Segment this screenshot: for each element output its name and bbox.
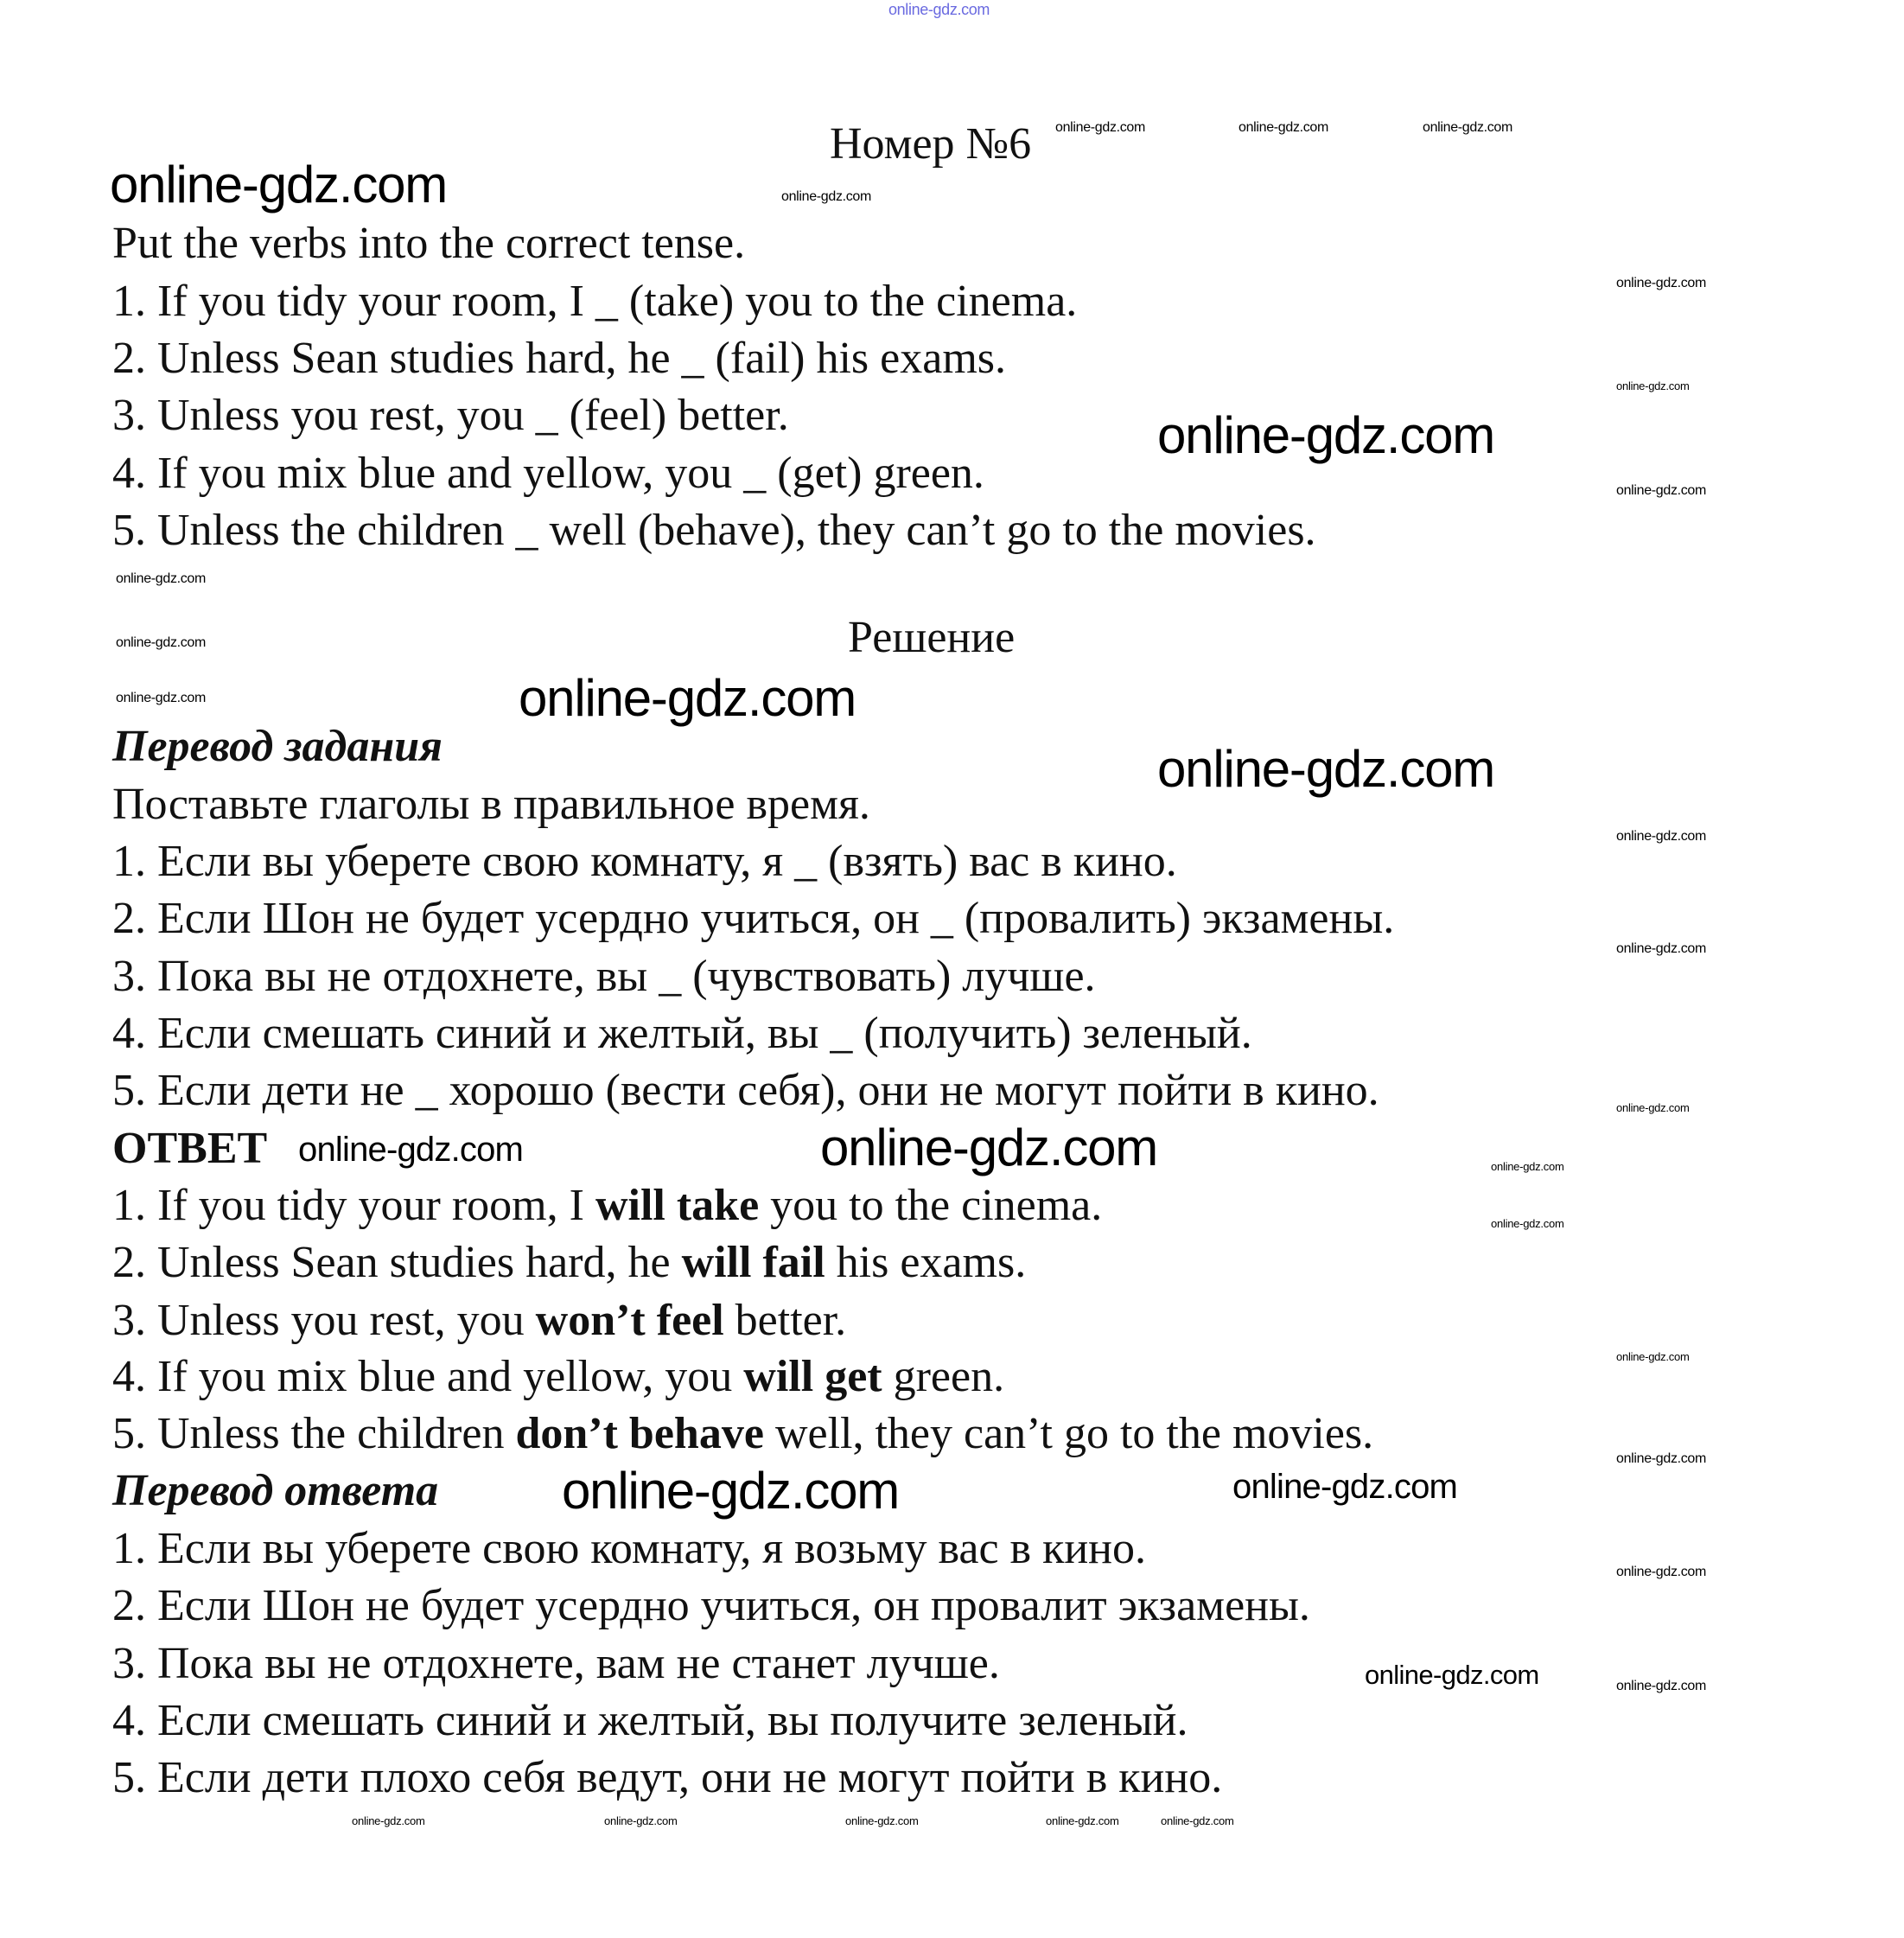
answer-verb: will fail xyxy=(681,1238,825,1287)
watermark: online-gdz.com xyxy=(781,189,872,204)
task-translation-item: 5. Если дети не _ хорошо (вести себя), они не могут пойти в кино. xyxy=(112,1066,1379,1115)
watermark: online-gdz.com xyxy=(1616,379,1690,392)
task-translation-item: 1. Если вы уберете свою комнату, я _ (взять) вас в кино. xyxy=(112,837,1177,886)
watermark: online-gdz.com xyxy=(820,1119,1158,1176)
watermark: online-gdz.com xyxy=(1232,1468,1458,1506)
watermark: online-gdz.com xyxy=(116,691,207,705)
task-translation-item: 3. Пока вы не отдохнете, вы _ (чувствовать) лучше. xyxy=(112,952,1096,1001)
answer-heading: ОТВЕТ xyxy=(112,1124,268,1173)
watermark: online-gdz.com xyxy=(1616,483,1707,498)
answer-text: 5. Unless the children xyxy=(112,1409,516,1458)
answer-translation-heading: Перевод ответа xyxy=(112,1466,439,1515)
watermark: online-gdz.com xyxy=(1616,941,1707,956)
watermark: online-gdz.com xyxy=(116,635,207,650)
answer-verb: won’t feel xyxy=(535,1296,724,1345)
answer-translation-item: 4. Если смешать синий и желтый, вы получите зеленый. xyxy=(112,1696,1188,1745)
task-item: 5. Unless the children _ well (behave), they can’t go to the movies. xyxy=(112,506,1316,555)
answer-text: his exams. xyxy=(825,1238,1027,1287)
answer-verb: will take xyxy=(595,1181,760,1230)
answer-translation-item: 5. Если дети плохо себя ведут, они не могут пойти в кино. xyxy=(112,1753,1223,1802)
answer-translation-item: 3. Пока вы не отдохнете, вам не станет лучше. xyxy=(112,1639,1000,1688)
watermark: online-gdz.com xyxy=(1423,120,1513,135)
answer-item xyxy=(112,1233,1026,1293)
watermark: online-gdz.com xyxy=(298,1131,524,1169)
answer-text: better. xyxy=(723,1296,847,1345)
answer-verb: don’t behave xyxy=(515,1409,764,1458)
watermark: online-gdz.com xyxy=(1616,829,1707,844)
answer-translation-item: 2. Если Шон не будет усердно учиться, он провалит экзамены. xyxy=(112,1581,1310,1630)
answer-text: 4. If you mix blue and yellow, you xyxy=(112,1352,744,1401)
answer-item xyxy=(112,1404,1373,1464)
task-translation-heading: Перевод задания xyxy=(112,722,443,771)
watermark: online-gdz.com xyxy=(1616,1350,1690,1363)
watermark: online-gdz.com xyxy=(116,571,207,586)
answer-verb: will get xyxy=(743,1352,882,1401)
watermark: online-gdz.com xyxy=(1157,406,1495,464)
answer-text: 2. Unless Sean studies hard, he xyxy=(112,1238,682,1287)
task-item: 1. If you tidy your room, I _ (take) you to the cinema. xyxy=(112,277,1078,326)
task-item: 3. Unless you rest, you _ (feel) better. xyxy=(112,391,789,440)
watermark: online-gdz.com xyxy=(1046,1814,1119,1827)
answer-text: well, they can’t go to the movies. xyxy=(763,1409,1374,1458)
task-item: 2. Unless Sean studies hard, he _ (fail) his exams. xyxy=(112,334,1007,383)
watermark: online-gdz.com xyxy=(1616,1451,1707,1466)
watermark: online-gdz.com xyxy=(352,1814,425,1827)
answer-translation-item: 1. Если вы уберете свою комнату, я возьму вас в кино. xyxy=(112,1524,1146,1573)
answer-item xyxy=(112,1347,1004,1407)
answer-text: 1. If you tidy your room, I xyxy=(112,1181,595,1230)
answer-text: you to the cinema. xyxy=(759,1181,1103,1230)
watermark: online-gdz.com xyxy=(845,1814,919,1827)
watermark: online-gdz.com xyxy=(1616,1679,1707,1693)
watermark: online-gdz.com xyxy=(604,1814,678,1827)
watermark: online-gdz.com xyxy=(1491,1217,1564,1230)
task-translation-item: 4. Если смешать синий и желтый, вы _ (получить) зеленый. xyxy=(112,1009,1252,1058)
watermark: online-gdz.com xyxy=(1616,1565,1707,1579)
answer-item xyxy=(112,1291,846,1351)
watermark: online-gdz.com xyxy=(1365,1660,1539,1690)
watermark: online-gdz.com xyxy=(1616,276,1707,290)
watermark: online-gdz.com xyxy=(1161,1814,1234,1827)
watermark: online-gdz.com xyxy=(1616,1101,1690,1114)
task-item: 4. If you mix blue and yellow, you _ (get) green. xyxy=(112,449,984,498)
watermark: online-gdz.com xyxy=(1055,120,1146,135)
task-translation-item: 2. Если Шон не будет усердно учиться, он _ (провалить) экзамены. xyxy=(112,894,1395,943)
answer-item xyxy=(112,1176,1102,1236)
watermark: online-gdz.com xyxy=(562,1462,900,1520)
watermark: online-gdz.com xyxy=(519,669,856,727)
watermark: online-gdz.com xyxy=(888,1,990,18)
page-title: Номер №6 xyxy=(830,119,1032,169)
solution-heading: Решение xyxy=(848,613,1016,662)
answer-text: 3. Unless you rest, you xyxy=(112,1296,536,1345)
watermark: online-gdz.com xyxy=(1239,120,1329,135)
watermark: online-gdz.com xyxy=(1491,1160,1564,1173)
task-translation-instruction: Поставьте глаголы в правильное время. xyxy=(112,780,870,829)
watermark: online-gdz.com xyxy=(110,156,448,214)
watermark: online-gdz.com xyxy=(1157,740,1495,798)
task-instruction: Put the verbs into the correct tense. xyxy=(112,219,746,268)
answer-text: green. xyxy=(882,1352,1005,1401)
